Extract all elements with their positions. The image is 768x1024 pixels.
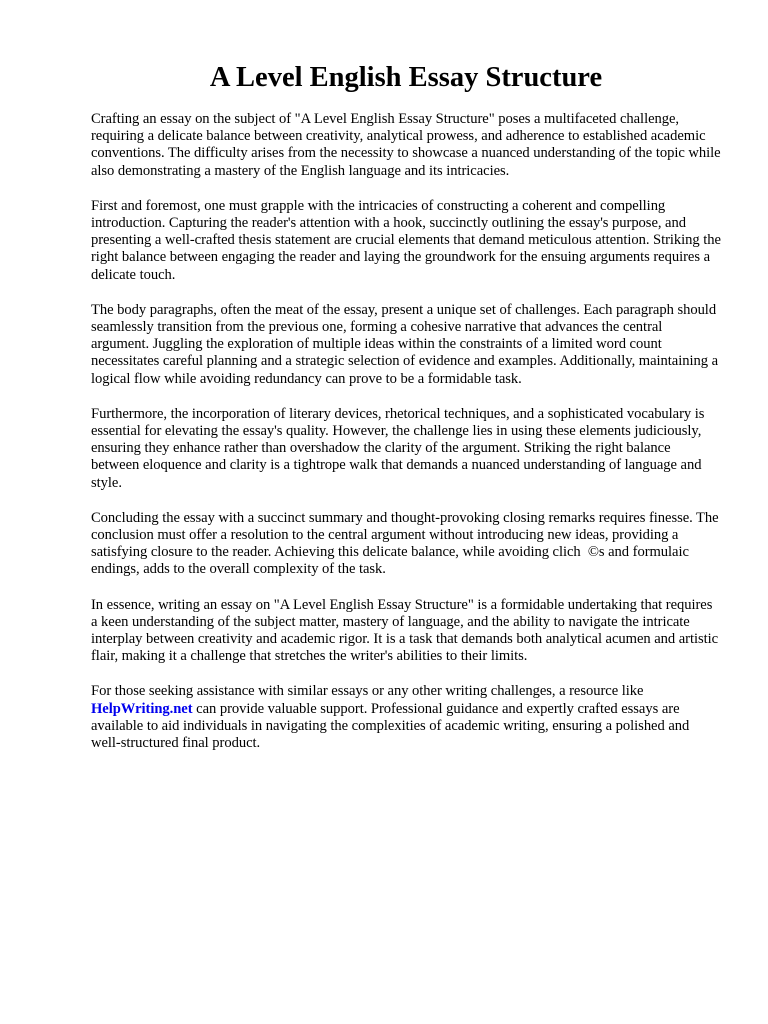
paragraph-in-essence: In essence, writing an essay on "A Level English Essay Structure" is a formidable undertaking that requires a keen understanding of the subject matter, mastery of language, and the ability to navigate the intricate interplay between creativity and academic rigor. It is a task that demands both analytical acumen and artistic flair, making it a challenge that stretches the writer's abilities to their limits.	[91, 596, 719, 665]
resource-text-suffix: can provide valuable support. Professional guidance and expertly crafted essays are available to aid individuals in navigating the complexities of academic writing, ensuring a polished and well-structured final product.	[91, 700, 690, 752]
document-title: A Level English Essay Structure	[209, 62, 603, 93]
paragraph-introduction-discussion: First and foremost, one must grapple with the intricacies of constructing a coherent and compelling introduction. Capturing the reader's attention with a hook, succinctly outlining the essay's purpose, and presenting a well-crafted thesis statement are crucial elements that demand meticulous attention. Striking the right balance between engaging the reader and laying the groundwork for the ensuing arguments requires a delicate touch.	[91, 197, 721, 283]
paragraph-body-discussion: The body paragraphs, often the meat of the essay, present a unique set of challenges. Each paragraph should seamlessly transition from the previous one, forming a cohesive narrative that advances the central argument. Juggling the exploration of multiple ideas within the constraints of a limited word count necessitates careful planning and a strategic selection of evidence and examples. Additionally, maintaining a logical flow while avoiding redundancy can prove to be a formidable task.	[91, 301, 718, 387]
paragraph-resource	[91, 683, 721, 752]
resource-text-prefix: For those seeking assistance with similar essays or any other writing challenges, a resource like	[91, 683, 644, 700]
helpwriting-link[interactable]: HelpWriting.net	[91, 700, 193, 717]
document-page	[91, 60, 721, 770]
paragraph-intro: Crafting an essay on the subject of "A Level English Essay Structure" poses a multifaceted challenge, requiring a delicate balance between creativity, analytical prowess, and adherence to established academic conventions. The difficulty arises from the necessity to showcase a nuanced understanding of the topic while also demonstrating a mastery of the English language and its intricacies.	[91, 111, 721, 179]
paragraph-conclusion-discussion: Concluding the essay with a succinct summary and thought-provoking closing remarks requires finesse. The conclusion must offer a resolution to the central argument without introducing new ideas, providing a satisfying closure to the reader. Achieving this delicate balance, while avoiding clich ©s and formulaic endings, adds to the overall complexity of the task.	[91, 509, 719, 578]
paragraph-literary-devices: Furthermore, the incorporation of literary devices, rhetorical techniques, and a sophisticated vocabulary is essential for elevating the essay's quality. However, the challenge lies in using these elements judiciously, ensuring they enhance rather than overshadow the clarity of the argument. Striking the right balance between eloquence and clarity is a tightrope walk that demands a nuanced understanding of language and style.	[91, 405, 705, 491]
